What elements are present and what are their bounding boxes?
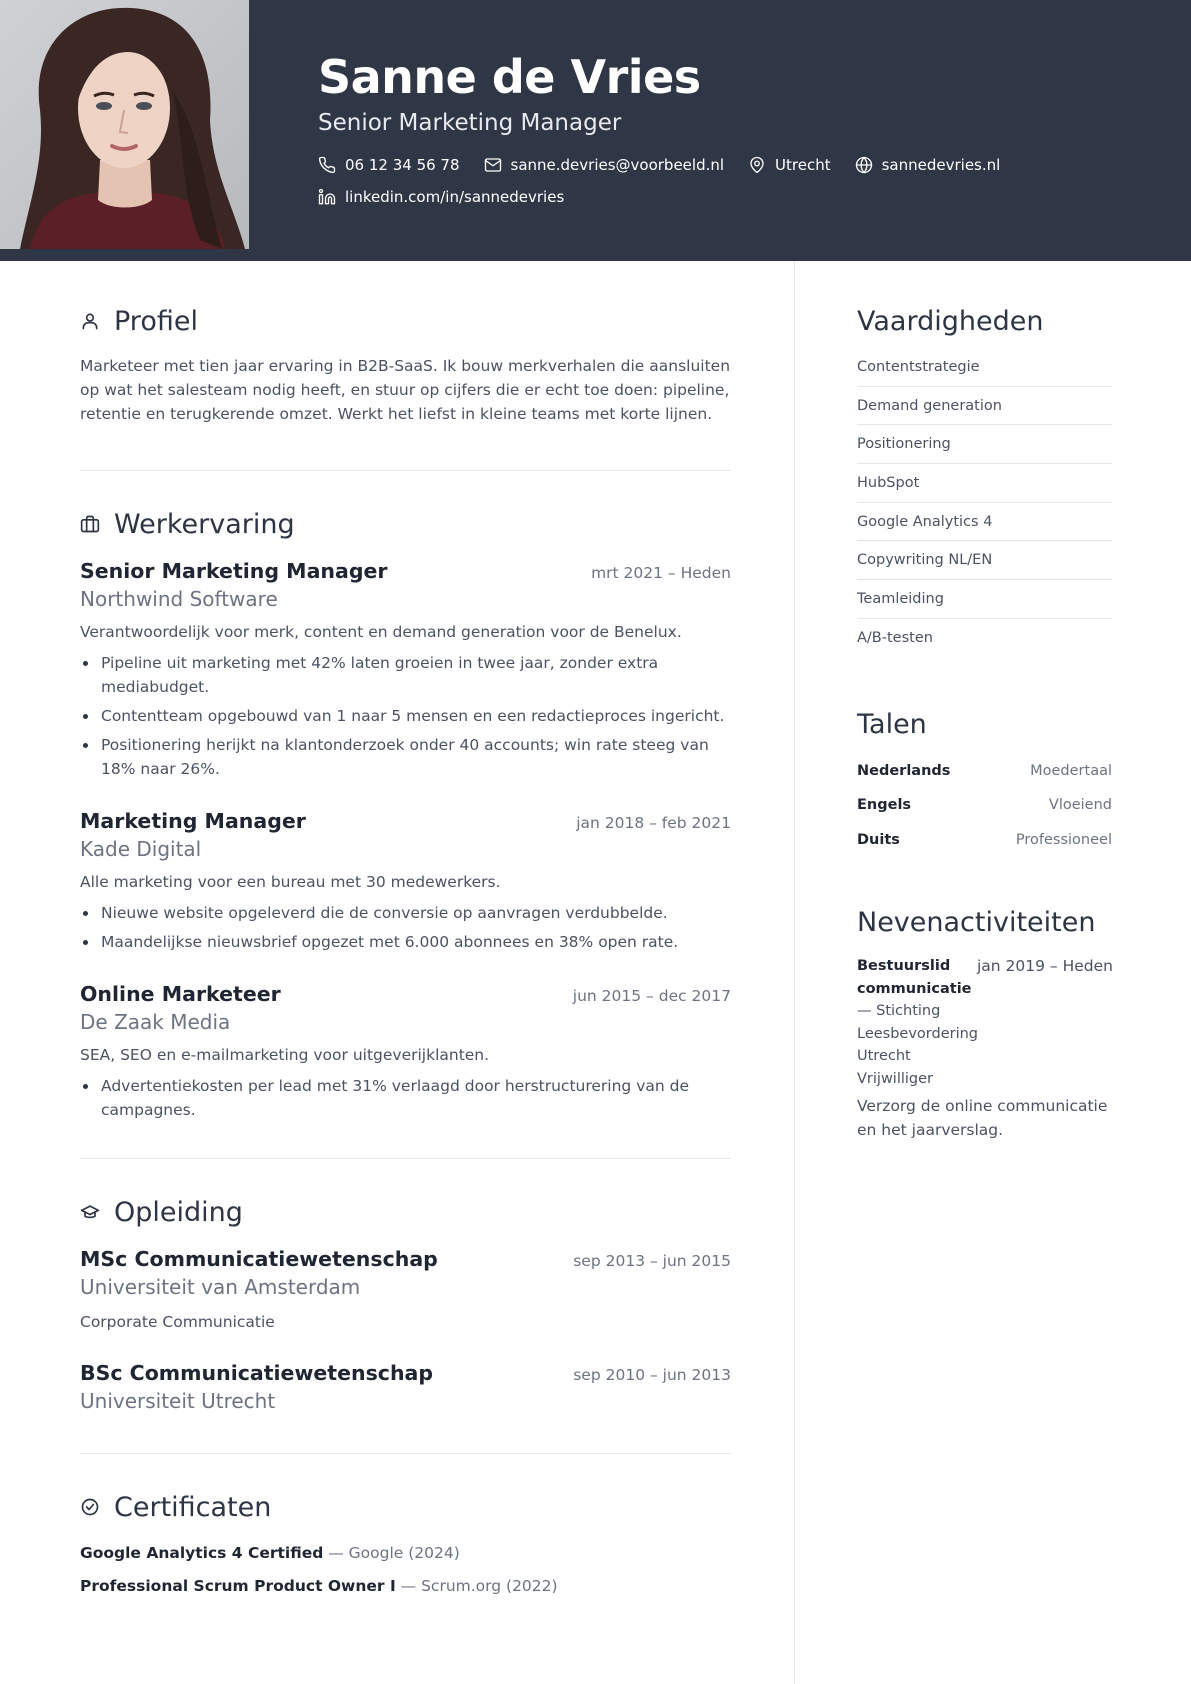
job-header — [80, 559, 731, 583]
side-activities-title: Nevenactiviteiten — [857, 906, 1096, 938]
certificates-section — [80, 1486, 731, 1597]
skill-item: Contentstrategie — [857, 348, 1112, 387]
bullet-item: Positionering herijkt na klantonderzoek onder 40 accounts; win rate steeg van 18% naar 26%. — [80, 733, 731, 781]
full-name: Sanne de Vries — [318, 50, 701, 104]
contact-website[interactable] — [855, 155, 1001, 175]
degree-title: BSc Communicatiewetenschap — [80, 1361, 434, 1385]
job-role: Senior Marketing Manager — [318, 110, 622, 136]
experience-heading — [80, 503, 731, 545]
language-row — [857, 823, 1112, 858]
skill-item: Teamleiding — [857, 580, 1112, 619]
bullet-item: Contentteam opgebouwd van 1 naar 5 mensen en een redactieproces ingericht. — [80, 704, 731, 728]
certificate-detail: — Google (2024) — [323, 1544, 460, 1562]
skill-item: Demand generation — [857, 387, 1112, 426]
job-company: Northwind Software — [80, 587, 278, 611]
education-date: sep 2013 – jun 2015 — [573, 1252, 731, 1270]
job-title: Marketing Manager — [80, 809, 306, 833]
language-name: Engels — [857, 797, 912, 814]
job-title: Senior Marketing Manager — [80, 559, 388, 583]
globe-icon — [855, 156, 873, 174]
section-divider — [80, 1453, 731, 1454]
side-activity-entry — [857, 955, 1112, 1090]
education-title: Opleiding — [114, 1196, 243, 1228]
side-activity-org-cont: Leesbevordering — [857, 1025, 979, 1042]
contact-website-text: sannedevries.nl — [881, 156, 1001, 174]
profile-section — [80, 300, 731, 426]
job-entry — [80, 982, 731, 1122]
job-header — [80, 982, 731, 1006]
job-date: jun 2015 – dec 2017 — [572, 987, 731, 1005]
skills-list — [857, 348, 1112, 658]
job-bullets — [80, 1074, 731, 1122]
job-entry — [80, 809, 731, 954]
certificate-name: Google Analytics 4 Certified — [80, 1544, 324, 1562]
badge-check-icon — [80, 1497, 100, 1517]
contact-location-text: Utrecht — [775, 156, 831, 174]
skill-item: A/B-testen — [857, 630, 933, 647]
profile-title: Profiel — [114, 305, 198, 337]
briefcase-icon — [80, 514, 100, 534]
school-name: Universiteit van Amsterdam — [80, 1275, 361, 1299]
graduation-cap-icon — [80, 1202, 100, 1222]
language-row — [857, 788, 1112, 823]
job-description: Verantwoordelijk voor merk, content en demand generation voor de Benelux. — [80, 623, 682, 641]
certificates-heading — [80, 1486, 731, 1528]
side-activity-org-city: Utrecht — [857, 1048, 911, 1064]
sidebar-column — [857, 300, 1112, 1142]
bullet-item: Advertentiekosten per lead met 31% verlaagd door herstructurering van de campagnes. — [80, 1074, 731, 1122]
skill-item: Copywriting NL/EN — [857, 541, 1112, 580]
phone-icon — [318, 156, 336, 174]
experience-section — [80, 503, 731, 1122]
mail-icon — [484, 156, 502, 174]
education-date: sep 2010 – jun 2013 — [573, 1366, 731, 1384]
job-header — [80, 809, 731, 833]
skill-item: HubSpot — [857, 464, 1112, 503]
resume-header — [0, 0, 1191, 261]
profile-heading — [80, 300, 731, 342]
language-level: Professioneel — [1015, 831, 1112, 848]
contact-email-text: sanne.devries@voorbeeld.nl — [510, 156, 725, 174]
contact-email[interactable] — [484, 155, 725, 175]
education-entry — [80, 1247, 731, 1331]
side-activity-role-cont: communicatie — [857, 980, 972, 997]
side-activity-role: Bestuurslid — [857, 958, 951, 974]
contact-list — [318, 155, 1138, 207]
bullet-item: Pipeline uit marketing met 42% laten groeien in twee jaar, zonder extra mediabudget. — [80, 651, 731, 699]
side-activity-description: Verzorg de online communicatie en het jaarverslag. — [857, 1097, 1108, 1139]
column-divider — [794, 261, 795, 1684]
contact-linkedin[interactable] — [318, 187, 564, 207]
job-entry — [80, 559, 731, 781]
user-icon — [80, 311, 100, 331]
job-company: De Zaak Media — [80, 1010, 231, 1034]
education-specialization: Corporate Communicatie — [80, 1313, 275, 1331]
language-name: Duits — [857, 831, 900, 848]
contact-phone[interactable] — [318, 155, 460, 175]
school-name: Universiteit Utrecht — [80, 1389, 276, 1413]
certificate-name: Professional Scrum Product Owner I — [80, 1577, 396, 1595]
side-activity-org: — Stichting — [857, 1003, 941, 1019]
certificate-item — [80, 1542, 731, 1564]
section-divider — [80, 1158, 731, 1159]
profile-photo — [0, 0, 249, 249]
languages-title: Talen — [857, 709, 927, 740]
bullet-item: Maandelijkse nieuwsbrief opgezet met 6.000 abonnees en 38% open rate. — [80, 930, 731, 954]
location-pin-icon — [748, 156, 766, 174]
job-description: Alle marketing voor een bureau met 30 medewerkers. — [80, 873, 501, 891]
profile-text: Marketeer met tien jaar ervaring in B2B-SaaS. Ik bouw merkverhalen die aansluiten op wat het salesteam nodig heeft, en stuur op cijfers die er echt toe doen: pipeline, retentie en terugkerende omzet. Werkt het liefst in kleine teams met korte lijnen. — [80, 357, 731, 423]
skills-title: Vaardigheden — [857, 305, 1044, 337]
job-date: jan 2018 – feb 2021 — [576, 814, 731, 832]
side-activity-type: Vrijwilliger — [857, 1070, 933, 1087]
experience-title: Werkervaring — [114, 508, 295, 540]
language-level: Vloeiend — [1048, 797, 1112, 814]
side-activities-section — [857, 901, 1112, 1142]
skill-item: Google Analytics 4 — [857, 503, 1112, 542]
education-section — [80, 1191, 731, 1413]
section-divider — [80, 470, 731, 471]
education-entry — [80, 1361, 731, 1413]
contact-linkedin-text: linkedin.com/in/sannedevries — [345, 188, 565, 206]
job-bullets — [80, 901, 731, 954]
contact-location — [748, 155, 831, 175]
job-bullets — [80, 651, 731, 781]
side-activity-date: jan 2019 – Heden — [977, 957, 1113, 975]
languages-list — [857, 754, 1112, 858]
education-heading — [80, 1191, 731, 1233]
job-title: Online Marketeer — [80, 982, 281, 1006]
education-header — [80, 1361, 731, 1385]
certificate-detail: — Scrum.org (2022) — [395, 1577, 558, 1595]
languages-section — [857, 704, 1112, 858]
degree-title: MSc Communicatiewetenschap — [80, 1247, 438, 1271]
language-level: Moedertaal — [1030, 762, 1112, 779]
job-company: Kade Digital — [80, 837, 202, 861]
skills-section — [857, 300, 1112, 658]
linkedin-icon — [318, 188, 336, 206]
contact-phone-text: 06 12 34 56 78 — [345, 156, 460, 174]
certificates-title: Certificaten — [114, 1491, 272, 1523]
certificate-item — [80, 1575, 731, 1597]
skill-item: Positionering — [857, 425, 1112, 464]
language-row — [857, 754, 1112, 789]
job-date: mrt 2021 – Heden — [591, 564, 731, 582]
bullet-item: Nieuwe website opgeleverd die de conversie op aanvragen verdubbelde. — [80, 901, 731, 925]
job-description: SEA, SEO en e-mailmarketing voor uitgeverijklanten. — [80, 1046, 490, 1064]
main-column — [80, 300, 731, 1597]
side-activity-details — [857, 955, 977, 1090]
language-name: Nederlands — [857, 762, 951, 779]
education-header — [80, 1247, 731, 1271]
